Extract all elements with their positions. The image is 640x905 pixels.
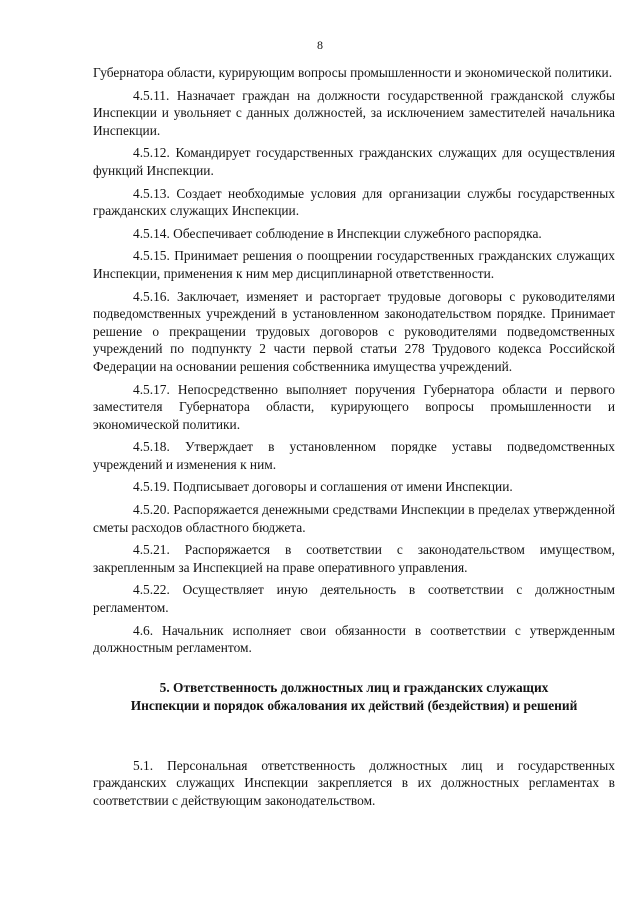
section-heading-line: 5. Ответственность должностных лиц и гражданских служащих: [159, 679, 549, 695]
paragraph-4-5-11: 4.5.11. Назначает граждан на должности государственной гражданской службы Инспекции и увольняет с данных должностей, за исключением заместителей начальника Инспекции.: [93, 87, 615, 138]
section-heading: [93, 679, 615, 715]
paragraph-4-5-14: 4.5.14. Обеспечивает соблюдение в Инспекции служебного распорядка.: [133, 225, 542, 241]
paragraph-4-5-22: 4.5.22. Осуществляет иную деятельность в соответствии с должностным регламентом.: [93, 582, 615, 616]
paragraph-5-1: 5.1. Персональная ответственность должностных лиц и государственных гражданских служащих Инспекции закрепляется в их должностных регламентах в соответствии с действующим законодательством.: [93, 757, 615, 808]
paragraph-4-5-21: 4.5.21. Распоряжается в соответствии с законодательством имуществом, закрепленным за Инспекцией на праве оперативного управления.: [93, 542, 615, 575]
paragraph-4-5-15: 4.5.15. Принимает решения о поощрении государственных гражданских служащих Инспекции, применения к ним мер дисциплинарной ответственности.: [93, 248, 615, 281]
paragraph-continuation: Губернатора области, курирующим вопросы промышленности и экономической политики.: [93, 65, 613, 80]
page-number: 8: [317, 38, 323, 52]
paragraph-4-5-12: 4.5.12. Командирует государственных гражданских служащих для осуществления функций Инспекции.: [93, 145, 615, 178]
paragraph-4-5-20: 4.5.20. Распоряжается денежными средствами Инспекции в пределах утвержденной сметы расходов областного бюджета.: [93, 502, 615, 535]
section-heading-line: Инспекции и порядок обжалования их действий (бездействия) и решений: [130, 697, 578, 713]
paragraph-4-5-16: 4.5.16. Заключает, изменяет и расторгает трудовые договоры с руководителями подведомственных учреждений в установленном законодательством порядке. Принимает решение о прекращении трудовых договоров с руководителями подведомственных учреждений по подпункту 2 части первой статьи 278 Трудового кодекса Российской Федерации на основании решения собственника имущества учреждений.: [93, 288, 615, 374]
paragraph-4-6: 4.6. Начальник исполняет свои обязанности в соответствии с утвержденным должностным регламентом.: [93, 622, 615, 656]
paragraph-4-5-19: 4.5.19. Подписывает договоры и соглашения от имени Инспекции.: [133, 479, 513, 495]
paragraph-4-5-18: 4.5.18. Утверждает в установленном порядке уставы подведомственных учреждений и изменения к ним.: [93, 439, 615, 472]
paragraph-4-5-13: 4.5.13. Создает необходимые условия для организации службы государственных гражданских служащих Инспекции.: [93, 185, 615, 219]
paragraph-4-5-17: 4.5.17. Непосредственно выполняет поручения Губернатора области и первого заместителя Губернатора области, курирующего вопросы промышленности и экономической политики.: [93, 381, 615, 432]
document-body: [93, 64, 615, 815]
